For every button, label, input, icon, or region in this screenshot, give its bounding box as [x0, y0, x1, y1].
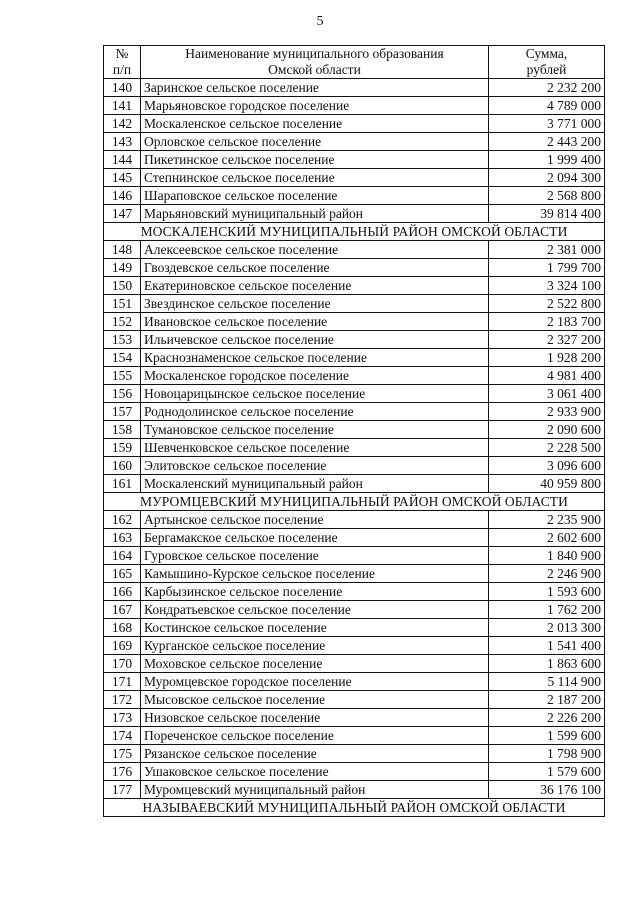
- table-row: [104, 96, 605, 114]
- table-row: [104, 510, 605, 528]
- amount: 2 381 000: [489, 240, 605, 258]
- row-number: 169: [104, 636, 141, 654]
- table-row: [104, 546, 605, 564]
- budget-table: [103, 45, 605, 817]
- table-row: [104, 708, 605, 726]
- amount: 3 771 000: [489, 114, 605, 132]
- amount: 1 863 600: [489, 654, 605, 672]
- row-number: 156: [104, 384, 141, 402]
- table-row: [104, 636, 605, 654]
- table-row: [104, 384, 605, 402]
- section-header-row: [104, 798, 605, 816]
- table-row: [104, 348, 605, 366]
- municipality-name: Карбызинское сельское поселение: [141, 582, 489, 600]
- municipality-name: Костинское сельское поселение: [141, 618, 489, 636]
- municipality-name: Марьяновский муниципальный район: [141, 204, 489, 222]
- section-header-row: [104, 492, 605, 510]
- municipality-name: Москаленское сельское поселение: [141, 114, 489, 132]
- table-row: [104, 366, 605, 384]
- table-row: [104, 528, 605, 546]
- amount: 1 999 400: [489, 150, 605, 168]
- header-name-line2: Омской области: [268, 61, 361, 77]
- row-number: 161: [104, 474, 141, 492]
- municipality-name: Екатериновское сельское поселение: [141, 276, 489, 294]
- row-number: 168: [104, 618, 141, 636]
- table-row: [104, 654, 605, 672]
- municipality-name: Пикетинское сельское поселение: [141, 150, 489, 168]
- municipality-name: Рязанское сельское поселение: [141, 744, 489, 762]
- section-title: МОСКАЛЕНСКИЙ МУНИЦИПАЛЬНЫЙ РАЙОН ОМСКОЙ ОБЛАСТИ: [104, 222, 605, 240]
- amount: 1 840 900: [489, 546, 605, 564]
- header-sum-line1: Сумма,: [525, 46, 568, 61]
- municipality-name: Низовское сельское поселение: [141, 708, 489, 726]
- municipality-name: Орловское сельское поселение: [141, 132, 489, 150]
- amount: 2 568 800: [489, 186, 605, 204]
- municipality-name: Муромцевское городское поселение: [141, 672, 489, 690]
- table-row: [104, 672, 605, 690]
- table-row: [104, 312, 605, 330]
- amount: 2 246 900: [489, 564, 605, 582]
- table-header: [104, 46, 605, 79]
- row-number: 177: [104, 780, 141, 798]
- row-number: 172: [104, 690, 141, 708]
- amount: 2 443 200: [489, 132, 605, 150]
- table-row: [104, 132, 605, 150]
- header-name: [141, 46, 489, 79]
- header-row: [104, 46, 605, 79]
- table-row: [104, 600, 605, 618]
- header-number: [104, 46, 141, 79]
- table-row: [104, 78, 605, 96]
- row-number: 174: [104, 726, 141, 744]
- municipality-name: Гвоздевское сельское поселение: [141, 258, 489, 276]
- municipality-name: Курганское сельское поселение: [141, 636, 489, 654]
- municipality-name: Новоцарицынское сельское поселение: [141, 384, 489, 402]
- amount: 3 096 600: [489, 456, 605, 474]
- municipality-name: Степнинское сельское поселение: [141, 168, 489, 186]
- amount: 2 602 600: [489, 528, 605, 546]
- row-number: 143: [104, 132, 141, 150]
- section-title: НАЗЫВАЕВСКИЙ МУНИЦИПАЛЬНЫЙ РАЙОН ОМСКОЙ ОБЛАСТИ: [104, 798, 605, 816]
- amount: 3 324 100: [489, 276, 605, 294]
- table-row: [104, 726, 605, 744]
- row-number: 147: [104, 204, 141, 222]
- table-row: [104, 240, 605, 258]
- municipality-name: Краснознаменское сельское поселение: [141, 348, 489, 366]
- amount: 1 762 200: [489, 600, 605, 618]
- amount: 1 599 600: [489, 726, 605, 744]
- table-row: [104, 456, 605, 474]
- amount: 1 579 600: [489, 762, 605, 780]
- row-number: 160: [104, 456, 141, 474]
- row-number: 151: [104, 294, 141, 312]
- amount: 4 981 400: [489, 366, 605, 384]
- table-row: [104, 420, 605, 438]
- table-row: [104, 744, 605, 762]
- amount: 3 061 400: [489, 384, 605, 402]
- row-number: 150: [104, 276, 141, 294]
- row-number: 158: [104, 420, 141, 438]
- municipality-name: Роднодолинское сельское поселение: [141, 402, 489, 420]
- row-number: 152: [104, 312, 141, 330]
- row-number: 165: [104, 564, 141, 582]
- municipality-name: Шараповское сельское поселение: [141, 186, 489, 204]
- table-row: [104, 258, 605, 276]
- amount: 1 928 200: [489, 348, 605, 366]
- municipality-name: Ушаковское сельское поселение: [141, 762, 489, 780]
- row-number: 171: [104, 672, 141, 690]
- table-row: [104, 582, 605, 600]
- municipality-name: Гуровское сельское поселение: [141, 546, 489, 564]
- row-number: 176: [104, 762, 141, 780]
- table-row: [104, 618, 605, 636]
- row-number: 167: [104, 600, 141, 618]
- table-row: [104, 330, 605, 348]
- row-number: 141: [104, 96, 141, 114]
- row-number: 154: [104, 348, 141, 366]
- header-name-line1: Наименование муниципального образования: [185, 46, 444, 61]
- amount: 2 187 200: [489, 690, 605, 708]
- header-sum-line2: рублей: [526, 61, 567, 77]
- amount: 1 541 400: [489, 636, 605, 654]
- municipality-name: Артынское сельское поселение: [141, 510, 489, 528]
- row-number: 148: [104, 240, 141, 258]
- municipality-name: Шевченковское сельское поселение: [141, 438, 489, 456]
- table-row: [104, 186, 605, 204]
- row-number: 149: [104, 258, 141, 276]
- amount: 2 235 900: [489, 510, 605, 528]
- municipality-name: Кондратьевское сельское поселение: [141, 600, 489, 618]
- municipality-name: Звездинское сельское поселение: [141, 294, 489, 312]
- header-number-line2: п/п: [112, 61, 132, 77]
- row-number: 144: [104, 150, 141, 168]
- municipality-name: Алексеевское сельское поселение: [141, 240, 489, 258]
- amount: 2 232 200: [489, 78, 605, 96]
- municipality-name: Заринское сельское поселение: [141, 78, 489, 96]
- municipality-name: Элитовское сельское поселение: [141, 456, 489, 474]
- table-row: [104, 438, 605, 456]
- header-number-line1: №: [115, 46, 129, 61]
- municipality-name: Камышино-Курское сельское поселение: [141, 564, 489, 582]
- row-number: 175: [104, 744, 141, 762]
- amount: 1 593 600: [489, 582, 605, 600]
- header-sum: [489, 46, 605, 79]
- amount: 2 933 900: [489, 402, 605, 420]
- table-row: [104, 294, 605, 312]
- municipality-name: Ивановское сельское поселение: [141, 312, 489, 330]
- row-number: 146: [104, 186, 141, 204]
- row-number: 157: [104, 402, 141, 420]
- table-row: [104, 168, 605, 186]
- amount: 39 814 400: [489, 204, 605, 222]
- table-row: [104, 474, 605, 492]
- table-row: [104, 402, 605, 420]
- table-row: [104, 204, 605, 222]
- table-body: [104, 78, 605, 816]
- section-title: МУРОМЦЕВСКИЙ МУНИЦИПАЛЬНЫЙ РАЙОН ОМСКОЙ ОБЛАСТИ: [104, 492, 605, 510]
- municipality-name: Ильичевское сельское поселение: [141, 330, 489, 348]
- row-number: 162: [104, 510, 141, 528]
- amount: 2 228 500: [489, 438, 605, 456]
- row-number: 145: [104, 168, 141, 186]
- municipality-name: Мысовское сельское поселение: [141, 690, 489, 708]
- municipality-name: Бергамакское сельское поселение: [141, 528, 489, 546]
- municipality-name: Пореченское сельское поселение: [141, 726, 489, 744]
- municipality-name: Тумановское сельское поселение: [141, 420, 489, 438]
- section-header-row: [104, 222, 605, 240]
- table-row: [104, 762, 605, 780]
- municipality-name: Моховское сельское поселение: [141, 654, 489, 672]
- amount: 40 959 800: [489, 474, 605, 492]
- page-number: 5: [316, 14, 324, 29]
- row-number: 163: [104, 528, 141, 546]
- amount: 2 013 300: [489, 618, 605, 636]
- municipality-name: Москаленский муниципальный район: [141, 474, 489, 492]
- row-number: 155: [104, 366, 141, 384]
- amount: 1 798 900: [489, 744, 605, 762]
- row-number: 164: [104, 546, 141, 564]
- amount: 2 327 200: [489, 330, 605, 348]
- municipality-name: Марьяновское городское поселение: [141, 96, 489, 114]
- municipality-name: Москаленское городское поселение: [141, 366, 489, 384]
- row-number: 170: [104, 654, 141, 672]
- table-row: [104, 780, 605, 798]
- table-row: [104, 690, 605, 708]
- amount: 1 799 700: [489, 258, 605, 276]
- municipality-name: Муромцевский муниципальный район: [141, 780, 489, 798]
- row-number: 173: [104, 708, 141, 726]
- amount: 4 789 000: [489, 96, 605, 114]
- row-number: 142: [104, 114, 141, 132]
- table-row: [104, 276, 605, 294]
- amount: 36 176 100: [489, 780, 605, 798]
- amount: 2 094 300: [489, 168, 605, 186]
- amount: 2 090 600: [489, 420, 605, 438]
- row-number: 166: [104, 582, 141, 600]
- row-number: 153: [104, 330, 141, 348]
- row-number: 159: [104, 438, 141, 456]
- row-number: 140: [104, 78, 141, 96]
- table-row: [104, 564, 605, 582]
- amount: 2 226 200: [489, 708, 605, 726]
- table-row: [104, 150, 605, 168]
- amount: 2 522 800: [489, 294, 605, 312]
- table-row: [104, 114, 605, 132]
- amount: 5 114 900: [489, 672, 605, 690]
- amount: 2 183 700: [489, 312, 605, 330]
